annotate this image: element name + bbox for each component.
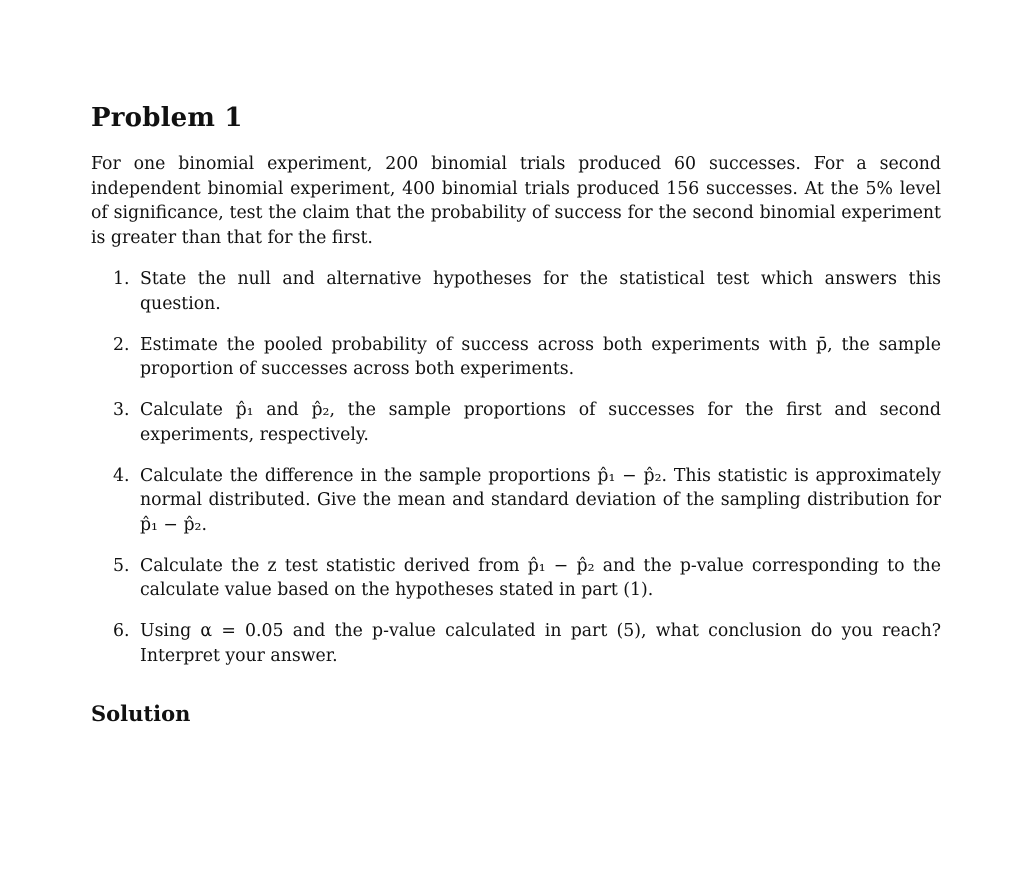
task-list (91, 267, 941, 668)
task-text: Calculate the z test statistic derived from p̂₁ − p̂₂ and the p-value corresponding to the calculate value based on the hypotheses stated in part (1). (140, 555, 941, 601)
task-item (91, 554, 941, 603)
task-text: State the null and alternative hypotheses for the statistical test which answers this question. (140, 269, 941, 314)
task-text: Using α = 0.05 and the p-value calculated in part (5), what conclusion do you reach? Interpret your answer. (140, 621, 941, 666)
task-number: 1. (113, 269, 130, 290)
solution-heading: Solution (91, 701, 191, 726)
task-text: Estimate the pooled probability of success across both experiments with p̄, the sample proportion of successes across both experiments. (140, 334, 941, 380)
problem-statement: For one binomial experiment, 200 binomial trials produced 60 successes. For a second independent binomial experiment, 400 binomial trials produced 156 successes. At the 5% level of significance, test the claim that the probability of success for the second binomial experiment is greater than that for the first. (91, 154, 941, 248)
problem-section (91, 98, 941, 685)
task-number: 5. (113, 555, 130, 576)
task-number: 6. (113, 621, 130, 642)
task-text: Calculate p̂₁ and p̂₂, the sample proportions of successes for the first and second experiments, respectively. (140, 400, 941, 445)
task-item (91, 398, 941, 447)
task-item (91, 333, 941, 382)
task-item (91, 619, 941, 668)
problem-title: Problem 1 (91, 103, 243, 133)
task-number: 2. (113, 334, 130, 355)
task-number: 4. (113, 465, 130, 486)
task-number: 3. (113, 400, 130, 421)
task-text: Calculate the difference in the sample proportions p̂₁ − p̂₂. This statistic is approximately normal distributed. Give the mean and standard deviation of the sampling distribution for p̂₁ − p̂₂. (140, 465, 941, 535)
task-item (91, 464, 941, 538)
task-item (91, 267, 941, 316)
